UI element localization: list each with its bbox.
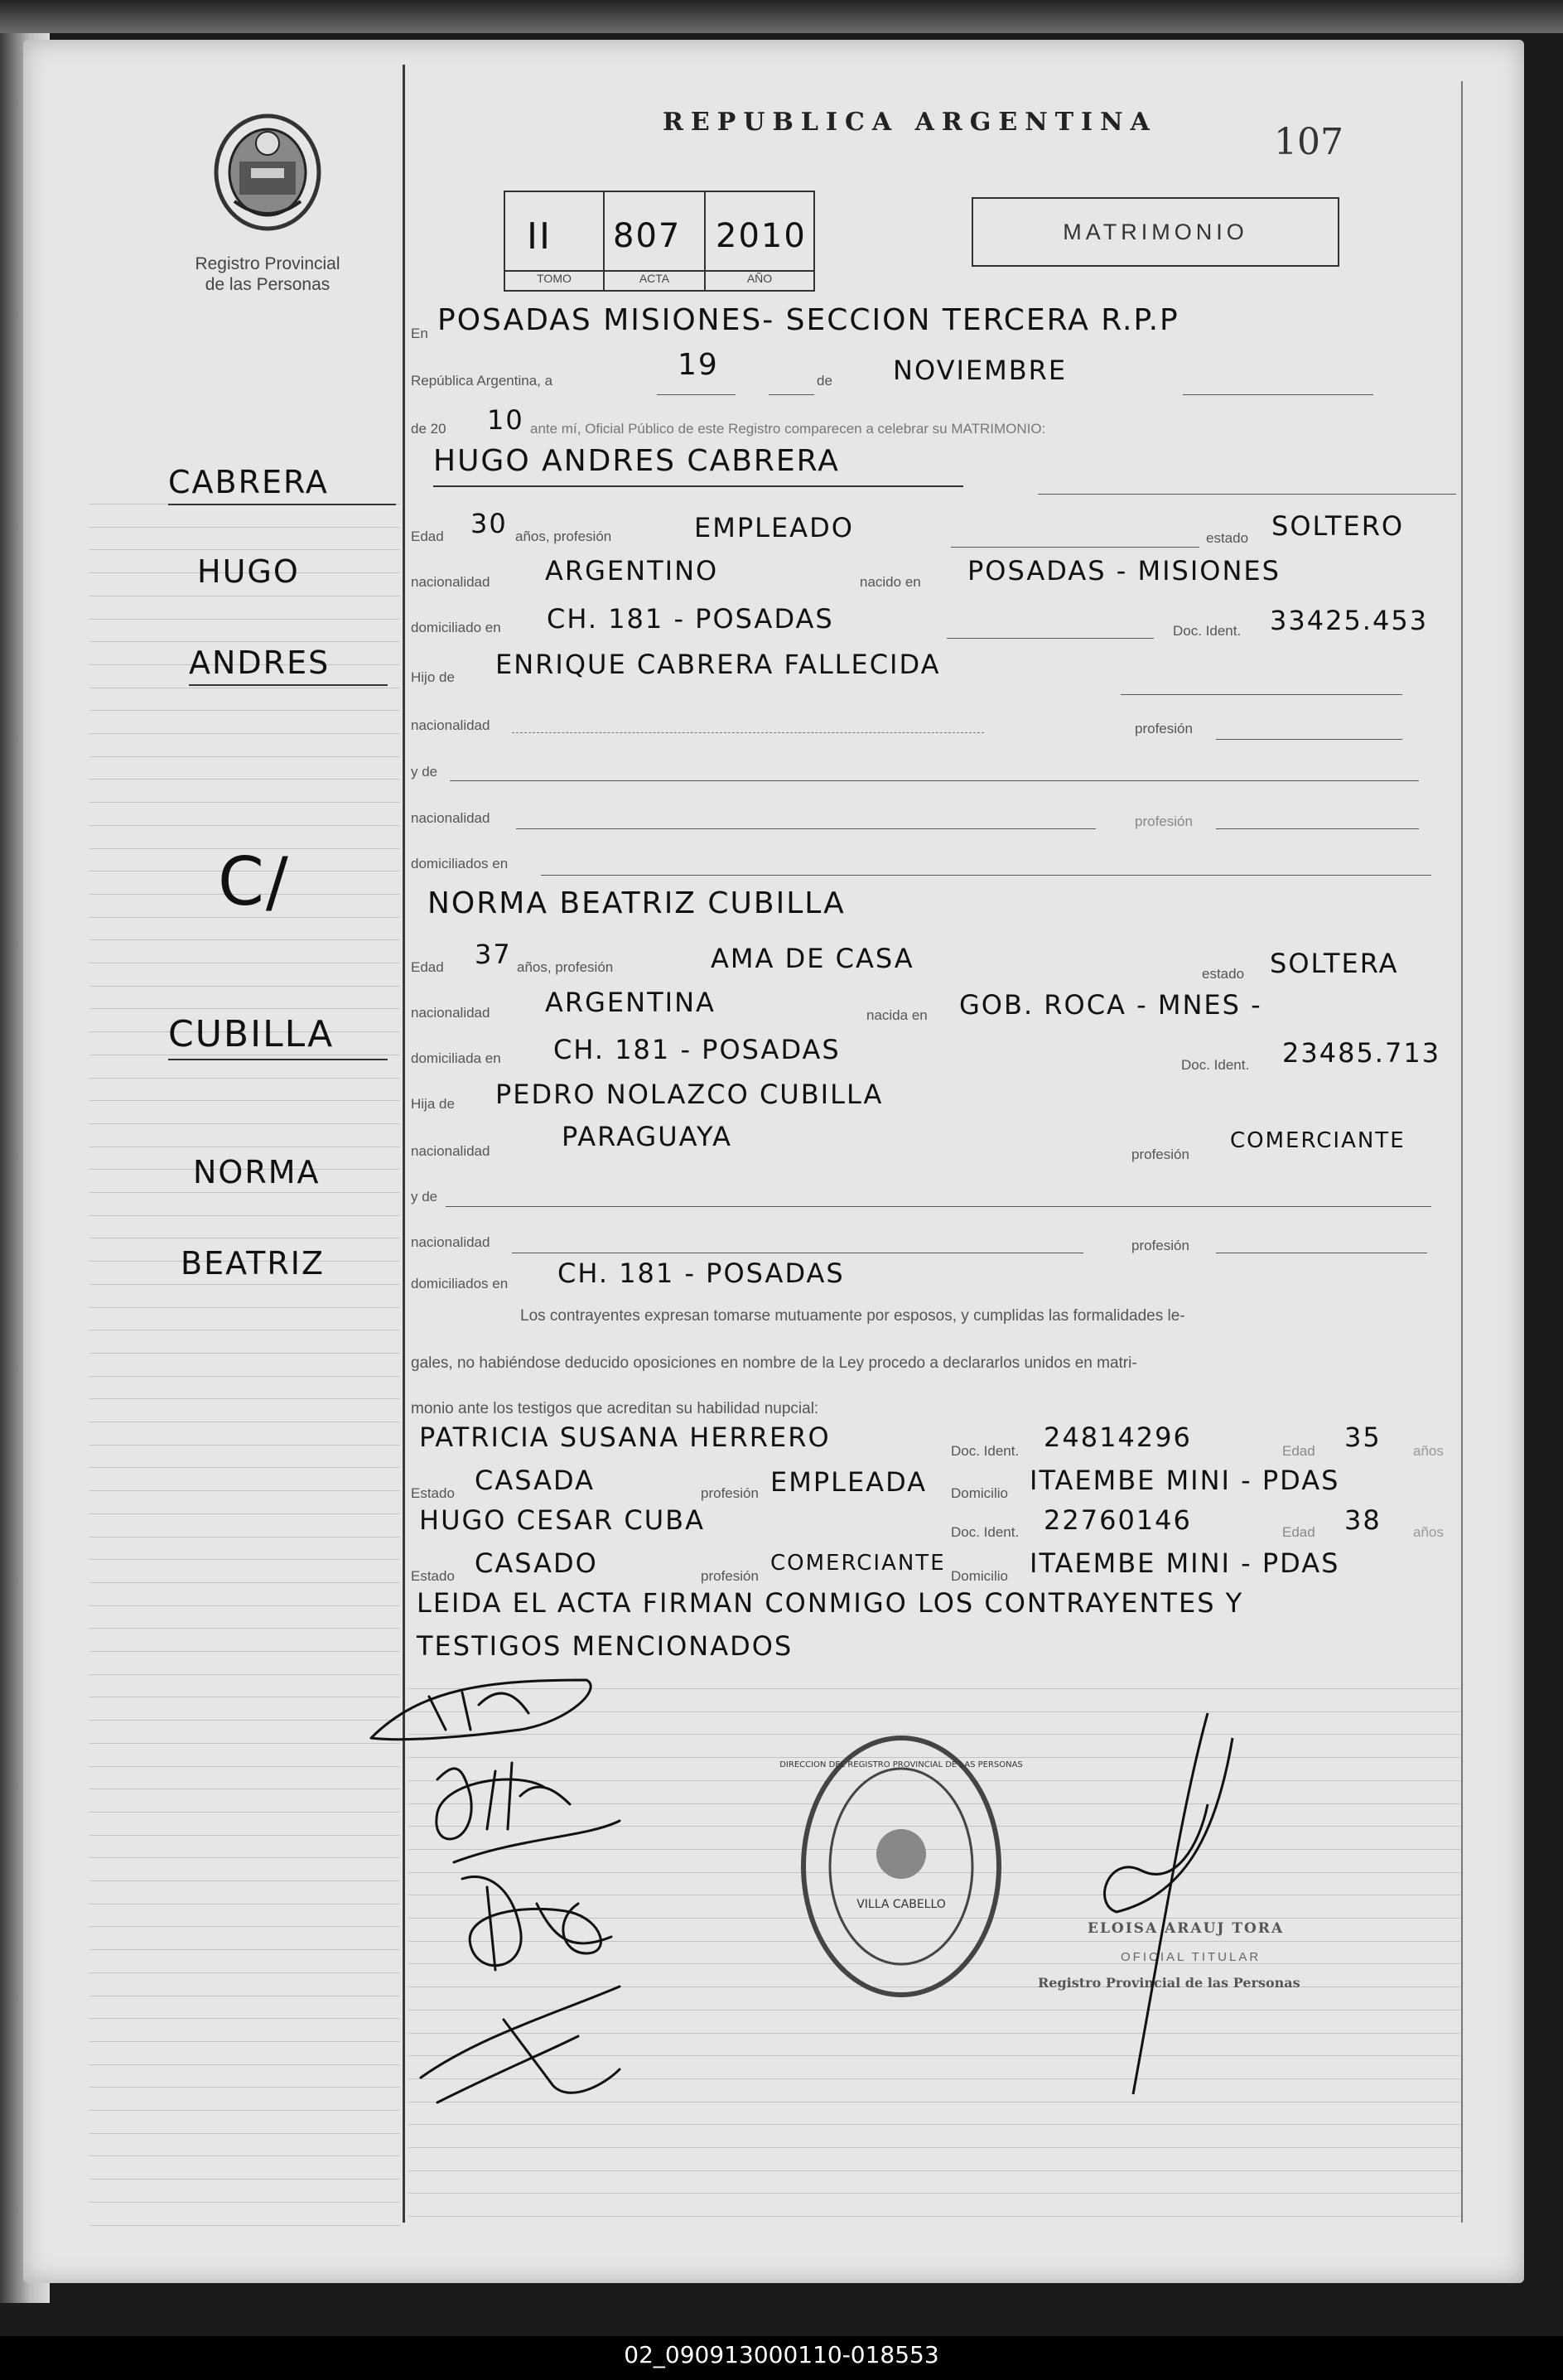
witness-1-profesion-label: profesión: [701, 1485, 759, 1501]
margin-groom-surname-underline: [168, 504, 396, 505]
ruled-line: [89, 2087, 400, 2088]
ano-cell: [706, 192, 813, 290]
place-value: POSADAS MISIONES- SECCION TERCERA R.P.P: [437, 303, 1179, 337]
ruled-line: [89, 641, 400, 642]
ruled-line: [89, 2179, 400, 2180]
margin-groom-name2: ANDRES: [189, 644, 330, 681]
acta-label: ACTA: [605, 270, 704, 290]
country-heading: REPUBLICA ARGENTINA: [663, 108, 1157, 137]
witness-1-profession: EMPLEADA: [770, 1466, 928, 1498]
folio-number: 107: [1274, 121, 1344, 163]
signatures-block: [355, 1639, 802, 2169]
signature-2: [437, 1763, 620, 1862]
signature-4: [421, 1987, 620, 2102]
groom-address: CH. 181 - POSADAS: [547, 603, 834, 635]
bride-mother-nat-label: nacionalidad: [411, 1234, 490, 1250]
ruled-line: [408, 2216, 1460, 2217]
witness-2-state: CASADO: [475, 1547, 598, 1579]
witness-2-profesion-label: profesión: [701, 1568, 759, 1584]
groom-parents-dom-line: [541, 875, 1431, 876]
witness-1-doc-label: Doc. Ident.: [951, 1443, 1020, 1459]
tomo-label: TOMO: [505, 270, 603, 290]
groom-edad-label: Edad: [411, 529, 444, 544]
ruled-line: [89, 1926, 400, 1927]
groom-hijo-label: Hijo de: [411, 669, 455, 685]
witness-1-domicilio-label: Domicilio: [951, 1485, 1008, 1501]
groom-estado-label: estado: [1206, 530, 1249, 546]
groom-nacionalidad-label: nacionalidad: [411, 574, 490, 590]
witness-1-edad-label: Edad: [1282, 1443, 1315, 1459]
ruled-line: [89, 1628, 400, 1629]
ruled-line: [89, 1353, 400, 1354]
witness-2-age: 38: [1344, 1504, 1382, 1536]
witness-1-address: ITAEMBE MINI - PDAS: [1030, 1465, 1340, 1496]
groom-mother-nat-line: [516, 828, 1096, 829]
registry-name: [168, 253, 367, 295]
closing-line-2: TESTIGOS MENCIONADOS: [417, 1630, 794, 1662]
groom-prof-line: [951, 547, 1199, 548]
groom-mother-nat-label: nacionalidad: [411, 810, 490, 826]
officer-name: ELOISA ARAUJ TORA: [1088, 1920, 1285, 1937]
groom-father-nat-label: nacionalidad: [411, 717, 490, 733]
ruled-line: [89, 1857, 400, 1858]
ruled-line: [89, 733, 400, 734]
ruled-line: [89, 1490, 400, 1491]
margin-bride-name1: NORMA: [193, 1154, 321, 1190]
year-suffix: 10: [487, 404, 524, 436]
republica-label: República Argentina, a: [411, 373, 553, 389]
bride-father-prof-label: profesión: [1131, 1147, 1189, 1162]
margin-bride-name2: BEATRIZ: [181, 1245, 325, 1282]
filename-label: 02_090913000110-018553: [624, 2341, 939, 2368]
witness-2-profession: COMERCIANTE: [770, 1551, 946, 1576]
witness-2-doc-label: Doc. Ident.: [951, 1524, 1020, 1540]
ruled-line: [89, 1949, 400, 1950]
ruled-line: [89, 1537, 400, 1538]
ruled-line: [89, 1972, 400, 1973]
coat-of-arms-logo: [210, 110, 326, 234]
bride-nationality: ARGENTINA: [545, 987, 716, 1018]
witness-1-name: PATRICIA SUSANA HERRERO: [419, 1422, 831, 1453]
ruled-line: [89, 779, 400, 780]
stamp-center-text: VILLA CABELLO: [856, 1898, 946, 1911]
witness-2-name: HUGO CESAR CUBA: [419, 1504, 706, 1536]
ruled-line: [89, 1582, 400, 1583]
ruled-line: [89, 1123, 400, 1124]
legal-line-3: monio ante los testigos que acreditan su habilidad nupcial:: [411, 1400, 819, 1417]
ruled-line: [89, 939, 400, 940]
officer-org: Registro Provincial de las Personas: [1038, 1975, 1300, 1991]
margin-groom-name1: HUGO: [197, 553, 300, 590]
acta-cell: [605, 192, 706, 290]
ruled-line: [89, 1812, 400, 1813]
bride-profesion-label: años, profesión: [517, 959, 614, 975]
ruled-line: [89, 1766, 400, 1767]
bride-edad-label: Edad: [411, 959, 444, 975]
ruled-line: [89, 1720, 400, 1721]
groom-mother-prof-line: [1216, 828, 1419, 829]
bride-father-nat-label: nacionalidad: [411, 1143, 490, 1159]
ruled-line: [89, 825, 400, 826]
ruled-line: [89, 1398, 400, 1399]
witness-2-estado-label: Estado: [411, 1568, 455, 1584]
witness-1-estado-label: Estado: [411, 1485, 455, 1501]
margin-conjunction: C/: [218, 843, 290, 920]
groom-birthplace: POSADAS - MISIONES: [967, 555, 1281, 587]
signature-3: [462, 1877, 611, 1971]
legal-line-1: Los contrayentes expresan tomarse mutuamente por esposos, y cumplidas las formalidades le-: [520, 1307, 1185, 1325]
bride-estado-label: estado: [1202, 966, 1245, 982]
margin-bride-surname-underline: [168, 1059, 388, 1060]
ano-label: AÑO: [706, 270, 813, 290]
closing-line-1: LEIDA EL ACTA FIRMAN CONMIGO LOS CONTRAYENTES Y: [417, 1587, 1244, 1619]
bride-nacida-label: nacida en: [866, 1007, 928, 1023]
ruled-line: [89, 756, 400, 757]
bride-civil-state: SOLTERA: [1270, 948, 1399, 979]
ruled-line: [89, 1559, 400, 1560]
bride-father-profession: COMERCIANTE: [1230, 1128, 1406, 1153]
month-line: [1183, 394, 1373, 395]
groom-nacido-label: nacido en: [860, 574, 921, 590]
right-border-line: [1461, 81, 1463, 2223]
tomo-value: II: [527, 215, 552, 258]
groom-father-line: [1121, 694, 1402, 695]
witness-2-anos-label: años: [1413, 1524, 1444, 1540]
ruled-line: [89, 619, 400, 620]
groom-yde-label: y de: [411, 764, 438, 780]
witness-1-anos-label: años: [1413, 1443, 1444, 1459]
ruled-line: [408, 2193, 1460, 2194]
officer-signature: [1083, 1705, 1257, 2111]
ruled-line: [89, 2110, 400, 2111]
ruled-line: [89, 1467, 400, 1468]
day-value: 19: [678, 348, 719, 382]
bride-hija-label: Hija de: [411, 1096, 455, 1112]
bride-birthplace: GOB. ROCA - MNES -: [959, 989, 1262, 1021]
month-value: NOVIEMBRE: [893, 355, 1068, 386]
record-type-box: MATRIMONIO: [972, 197, 1339, 267]
year-prefix: de 20: [411, 421, 446, 437]
witness-1-age: 35: [1344, 1422, 1382, 1453]
witness-2-address: ITAEMBE MINI - PDAS: [1030, 1547, 1340, 1579]
groom-full-name: HUGO ANDRES CABRERA: [433, 444, 840, 478]
ruled-line: [89, 1307, 400, 1308]
ano-value: 2010: [716, 217, 807, 255]
ruled-line: [89, 1376, 400, 1377]
registry-name-line1: Registro Provincial: [195, 254, 340, 273]
groom-name-underline: [433, 485, 963, 487]
ruled-line: [89, 2133, 400, 2134]
ruled-line: [89, 1743, 400, 1744]
witness-1-doc: 24814296: [1044, 1422, 1192, 1453]
ruled-line: [89, 1513, 400, 1514]
groom-mother-line: [450, 780, 1419, 781]
officer-role: OFICIAL TITULAR: [1121, 1950, 1261, 1964]
ruled-line: [89, 2225, 400, 2226]
ruled-line: [89, 2202, 400, 2203]
ruled-line: [89, 1880, 400, 1881]
acta-value: 807: [613, 217, 682, 255]
ruled-line: [89, 1674, 400, 1675]
ruled-line: [408, 2170, 1460, 2171]
groom-profesion-label: años, profesión: [515, 529, 612, 544]
ruled-line: [89, 1215, 400, 1216]
margin-groom-surname: CABRERA: [168, 464, 329, 500]
groom-doc-label: Doc. Ident.: [1173, 623, 1242, 639]
groom-age: 30: [470, 508, 508, 539]
groom-domicilio-label: domiciliado en: [411, 620, 501, 635]
top-edge: [0, 0, 1563, 33]
ruled-line: [89, 1192, 400, 1193]
margin-groom-name2-underline: [189, 684, 388, 686]
bride-doc-label: Doc. Ident.: [1181, 1057, 1250, 1073]
ruled-line: [89, 2041, 400, 2042]
ruled-line: [89, 1078, 400, 1079]
bride-mother-prof-label: profesión: [1131, 1238, 1189, 1253]
ruled-line: [89, 1835, 400, 1836]
margin-bride-surname: CUBILLA: [168, 1013, 335, 1055]
ruled-line: [89, 1605, 400, 1606]
tomo-cell: [505, 192, 605, 290]
groom-address-line: [947, 638, 1154, 639]
bride-father-nationality: PARAGUAYA: [562, 1121, 732, 1152]
ruled-line: [89, 1284, 400, 1285]
day-line: [657, 394, 736, 395]
bride-domicilio-label: domiciliada en: [411, 1050, 501, 1066]
groom-father: ENRIQUE CABRERA FALLECIDA: [495, 649, 941, 680]
bride-parents-dom-label: domiciliados en: [411, 1276, 509, 1291]
witness-1-state: CASADA: [475, 1465, 595, 1496]
ruled-line: [89, 2018, 400, 2019]
witness-2-domicilio-label: Domicilio: [951, 1568, 1008, 1584]
groom-father-prof-label: profesión: [1135, 721, 1193, 736]
groom-profession: EMPLEADO: [694, 512, 854, 543]
ruled-line: [89, 1445, 400, 1446]
ruled-line: [89, 527, 400, 528]
ruled-line: [89, 986, 400, 987]
bride-doc-number: 23485.713: [1282, 1037, 1441, 1069]
bride-parents-address: CH. 181 - POSADAS: [557, 1258, 845, 1289]
register-page: [23, 40, 1524, 2283]
registry-name-line2: de las Personas: [205, 275, 330, 294]
groom-civil-state: SOLTERO: [1271, 510, 1405, 542]
groom-father-prof-line: [1216, 739, 1402, 740]
de-label: de: [817, 373, 832, 389]
ruled-line: [89, 710, 400, 711]
witness-2-doc: 22760146: [1044, 1504, 1192, 1536]
bride-age: 37: [475, 939, 512, 970]
stamp-ring-text: DIRECCION DEL REGISTRO PROVINCIAL DE LAS PERSONAS: [779, 1760, 1023, 1769]
groom-father-nat-line: [512, 732, 984, 734]
legal-line-2: gales, no habiéndose deducido oposiciones en nombre de la Ley procedo a declararlos unidos en matri-: [411, 1354, 1137, 1372]
ruled-line: [89, 2064, 400, 2065]
groom-doc-number: 33425.453: [1270, 605, 1429, 636]
en-label: En: [411, 326, 428, 341]
bride-yde-label: y de: [411, 1189, 438, 1204]
bride-nacionalidad-label: nacionalidad: [411, 1005, 490, 1021]
signature-1: [371, 1680, 591, 1740]
bride-father: PEDRO NOLAZCO CUBILLA: [495, 1079, 884, 1110]
bride-address: CH. 181 - POSADAS: [553, 1034, 841, 1065]
day-line-2: [769, 394, 814, 395]
groom-name-line: [1038, 494, 1456, 495]
ruled-line: [89, 802, 400, 803]
official-stamp: [779, 1730, 1023, 2003]
bride-profession: AMA DE CASA: [711, 943, 914, 974]
ruled-line: [89, 1651, 400, 1652]
ruled-line: [89, 1100, 400, 1101]
groom-parents-dom-label: domiciliados en: [411, 856, 509, 871]
groom-nationality: ARGENTINO: [545, 555, 719, 587]
groom-mother-prof-label: profesión: [1135, 813, 1193, 829]
bride-mother-line: [446, 1206, 1431, 1207]
witness-2-edad-label: Edad: [1282, 1524, 1315, 1540]
ruled-line: [89, 1008, 400, 1009]
statement: ante mí, Oficial Público de este Registro comparecen a celebrar su MATRIMONIO:: [530, 421, 1046, 437]
tomo-acta-box: [504, 191, 815, 292]
bride-full-name: NORMA BEATRIZ CUBILLA: [427, 886, 846, 920]
ruled-line: [89, 549, 400, 550]
